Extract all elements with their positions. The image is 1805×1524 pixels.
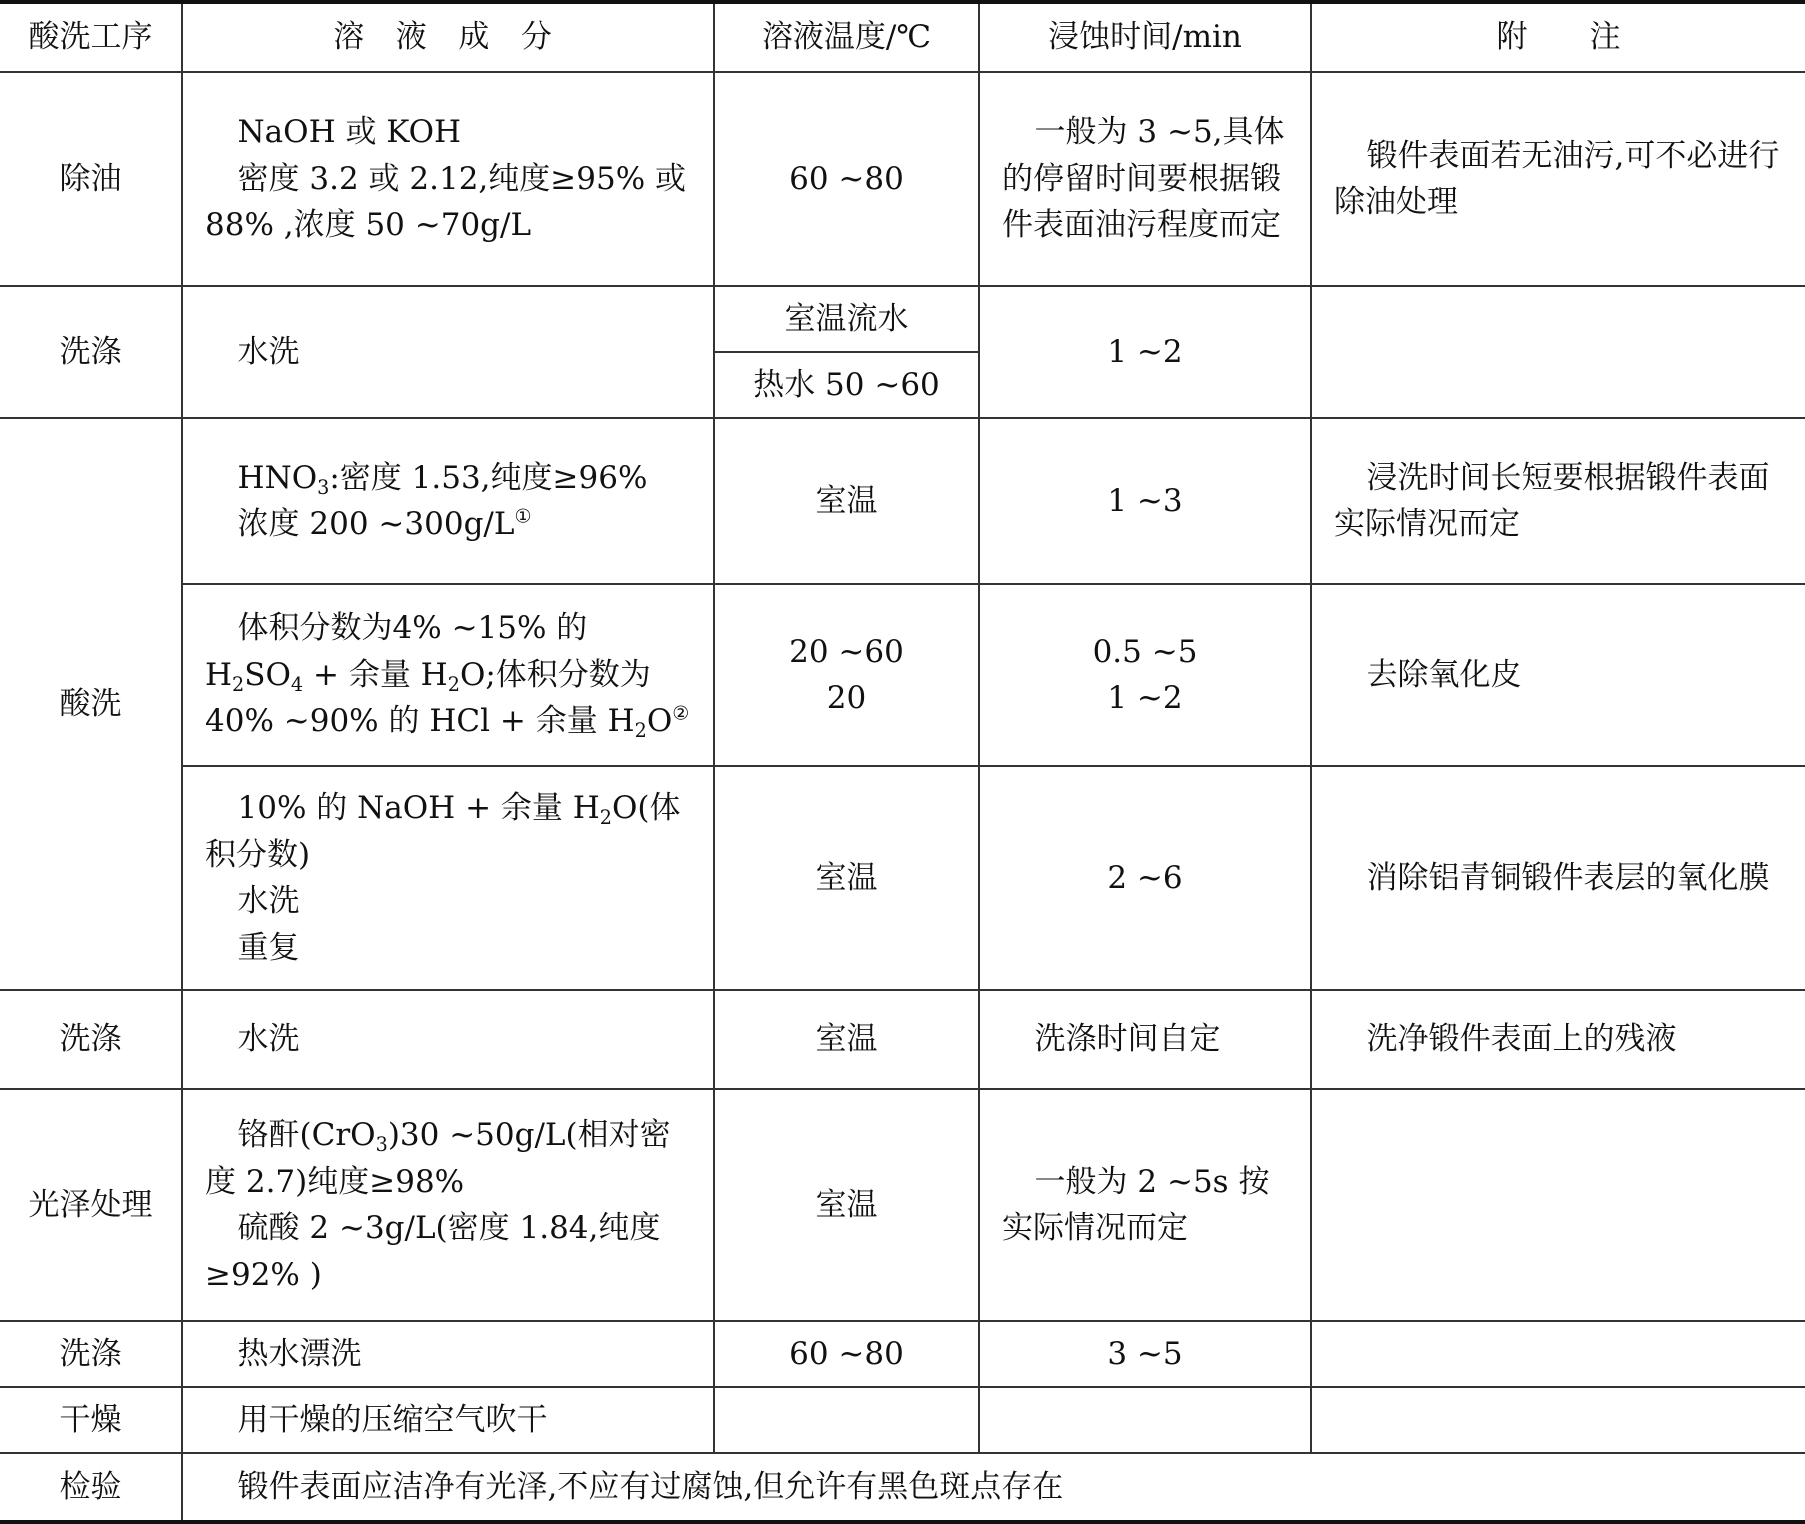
wash2-process: 洗涤 (0, 990, 182, 1089)
degrease-solution (182, 72, 714, 286)
pickle-r1-notes (1311, 418, 1805, 584)
pickle-r3-sub-1: 2 (599, 805, 613, 829)
inspect-solution-text: 锻件表面应洁净有光泽,不应有过腐蚀,但允许有黑色斑点存在 (237, 1468, 1064, 1505)
wash3-solution (182, 1321, 714, 1387)
gloss-time (979, 1089, 1311, 1321)
wash2-notes-text: 洗净锻件表面上的残液 (1366, 1021, 1677, 1058)
pickle-r3-solution-line2: 水洗 (237, 883, 300, 919)
degrease-time-text: 一般为 3 ~5,具体的停留时间要根据锻件表面油污程度而定 (1002, 114, 1285, 244)
wash1-solution-text: 水洗 (237, 333, 300, 370)
pickle-r2-temperature-a: 20 ~60 (789, 633, 904, 670)
pickle-r2-solution (182, 584, 714, 766)
pickle-r2-sub-1: 2 (232, 672, 245, 696)
wash2-time-text: 洗涤时间自定 (1034, 1021, 1221, 1058)
inspect-solution (182, 1453, 1805, 1522)
header-notes: 附 注 (1311, 2, 1805, 72)
wash1-temperature-a: 室温流水 (714, 286, 979, 352)
pickle-r1-sub: 3 (317, 475, 330, 499)
pickle-r2-time (979, 584, 1311, 766)
pickle-r1-text-c: 浓度 200 ~300g/L (237, 506, 515, 542)
wash2-solution-text: 水洗 (237, 1021, 300, 1058)
dry-time (979, 1387, 1311, 1453)
wash2-time (979, 990, 1311, 1089)
table-row-wash2 (0, 990, 1805, 1089)
pickle-process: 酸洗 (0, 418, 182, 990)
gloss-solution-line2: 硫酸 2 ~3g/L(密度 1.84,纯度≥92% ) (205, 1210, 661, 1293)
degrease-notes (1311, 72, 1805, 286)
wash2-temperature: 室温 (714, 990, 979, 1089)
pickle-r2-notes (1311, 584, 1805, 766)
gloss-sub-1: 3 (375, 1132, 388, 1156)
inspect-process: 检验 (0, 1453, 182, 1522)
degrease-time (979, 72, 1311, 286)
pickle-r1-text-b: :密度 1.53,纯度≥96% (329, 459, 648, 496)
table-row-pickle-1 (0, 418, 1805, 584)
pickle-r2-temperature (714, 584, 979, 766)
table-row-degrease (0, 72, 1805, 286)
degrease-solution-line2: 密度 3.2 或 2.12,纯度≥95% 或 88% ,浓度 50 ~70g/L (205, 160, 687, 244)
pickle-r1-text-a: HNO (237, 459, 318, 496)
pickle-r2-text-4: O;体积分数为 40% ~90% 的 HCl + 余量 H (205, 656, 651, 740)
pickle-r3-solution-line1 (205, 785, 691, 878)
pickle-r2-text-2: SO (244, 656, 291, 693)
degrease-solution-line1: NaOH 或 KOH (237, 114, 462, 151)
wash1-process: 洗涤 (0, 286, 182, 418)
table-row-pickle-2 (0, 584, 1805, 766)
pickle-r1-temperature: 室温 (714, 418, 979, 584)
header-time: 浸蚀时间/min (979, 2, 1311, 72)
table-row-wash1-a (0, 286, 1805, 352)
dry-solution-text: 用干燥的压缩空气吹干 (237, 1401, 548, 1438)
wash3-notes (1311, 1321, 1805, 1387)
wash1-temperature-b: 热水 50 ~60 (714, 352, 979, 418)
pickle-r3-solution-line3: 重复 (237, 929, 300, 966)
pickle-r1-time: 1 ~3 (979, 418, 1311, 584)
pickle-r2-solution-text (205, 605, 691, 745)
pickle-r2-sub-3: 2 (447, 672, 460, 696)
wash3-temperature: 60 ~80 (714, 1321, 979, 1387)
pickle-r2-time-b: 1 ~2 (1107, 680, 1183, 716)
header-solution: 溶 液 成 分 (182, 2, 714, 72)
pickle-r1-solution-line2 (205, 501, 691, 548)
pickle-r1-solution (182, 418, 714, 584)
header-row (0, 2, 1805, 72)
table-row-dry (0, 1387, 1805, 1453)
gloss-temperature: 室温 (714, 1089, 979, 1321)
gloss-solution-line1 (205, 1112, 691, 1205)
pickle-r2-text-5: O (646, 703, 673, 740)
pickle-r2-temperature-b: 20 (826, 680, 867, 716)
pickle-r2-text-3: + 余量 H (303, 656, 448, 693)
header-process: 酸洗工序 (0, 2, 182, 72)
pickle-r3-text-1: 10% 的 NaOH + 余量 H (237, 790, 600, 826)
pickle-r3-notes (1311, 766, 1805, 990)
table-row-wash3 (0, 1321, 1805, 1387)
degrease-process: 除油 (0, 72, 182, 286)
gloss-notes (1311, 1089, 1805, 1321)
degrease-notes-text: 锻件表面若无油污,可不必进行除油处理 (1334, 137, 1780, 220)
wash3-time: 3 ~5 (979, 1321, 1311, 1387)
pickle-r3-temperature: 室温 (714, 766, 979, 990)
gloss-text-1: 铬酐(CrO (237, 1117, 376, 1153)
wash1-time: 1 ~2 (979, 286, 1311, 418)
wash2-notes (1311, 990, 1805, 1089)
pickle-r1-notes-text: 浸洗时间长短要根据锻件表面实际情况而定 (1334, 459, 1770, 542)
dry-solution (182, 1387, 714, 1453)
wash1-solution (182, 286, 714, 418)
pickle-r3-notes-text: 消除铝青铜锻件表层的氧化膜 (1366, 859, 1770, 896)
pickle-r2-time-a: 0.5 ~5 (1092, 633, 1198, 670)
pickle-r2-text-1: 体积分数为4% ~15% 的 H (205, 610, 588, 693)
gloss-text-2: )30 ~50g/L(相对密度 2.7)纯度≥98% (205, 1117, 671, 1200)
wash3-solution-text: 热水漂洗 (237, 1335, 362, 1372)
gloss-solution (182, 1089, 714, 1321)
wash1-notes (1311, 286, 1805, 418)
table-row-pickle-3 (0, 766, 1805, 990)
table-row-inspect (0, 1453, 1805, 1522)
degrease-temperature: 60 ~80 (714, 72, 979, 286)
wash2-solution (182, 990, 714, 1089)
pickle-r3-solution (182, 766, 714, 990)
pickle-r2-notes-text: 去除氧化皮 (1366, 656, 1522, 693)
pickle-r2-footnote-mark: ② (672, 701, 690, 725)
dry-temperature (714, 1387, 979, 1453)
dry-notes (1311, 1387, 1805, 1453)
wash3-process: 洗涤 (0, 1321, 182, 1387)
pickle-r1-solution-line1 (205, 455, 691, 502)
dry-process: 干燥 (0, 1387, 182, 1453)
table-row-gloss (0, 1089, 1805, 1321)
pickle-r3-time: 2 ~6 (979, 766, 1311, 990)
pickle-r2-sub-2: 4 (290, 672, 304, 696)
pickle-r1-footnote-mark: ① (514, 504, 532, 528)
pickle-r3-text-2: O(体积分数) (205, 790, 681, 873)
gloss-time-text: 一般为 2 ~5s 按实际情况而定 (1002, 1163, 1270, 1246)
header-temperature: 溶液温度/℃ (714, 2, 979, 72)
pickle-r2-sub-4: 2 (634, 719, 647, 743)
gloss-process: 光泽处理 (0, 1089, 182, 1321)
